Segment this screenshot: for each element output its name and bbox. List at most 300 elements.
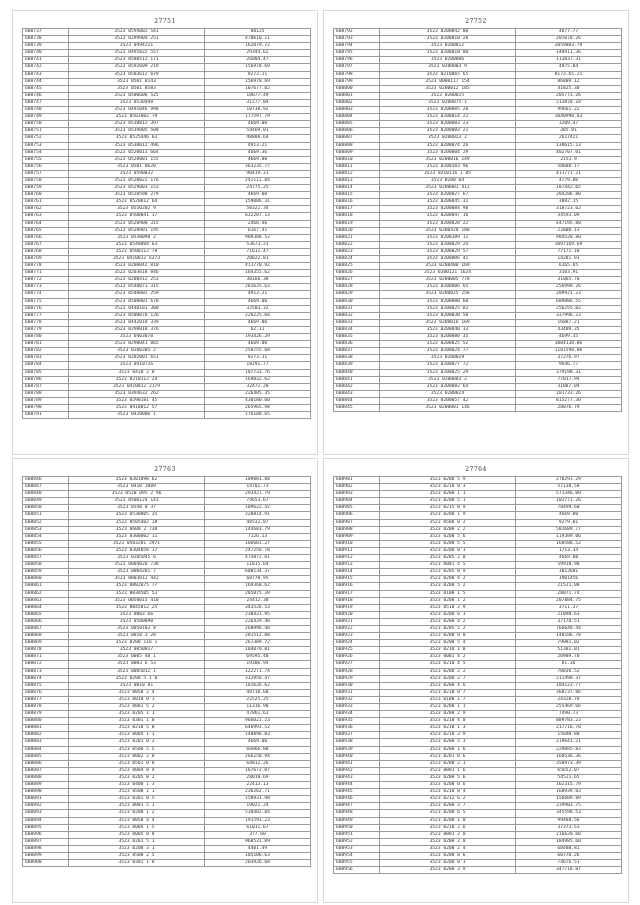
account-number-cell: 3523 0403078 <box>69 334 205 341</box>
amount-cell: 15690.80 <box>516 732 622 739</box>
account-number-cell: 3523 0520900 315 <box>69 220 205 227</box>
row-id-cell: 608915 <box>334 576 380 583</box>
table-row <box>23 711 311 718</box>
amount-cell: 402707.01 <box>516 149 622 156</box>
row-id-cell: 608885 <box>23 753 69 760</box>
account-number-cell: 3523 0200 4 6 <box>380 682 516 689</box>
row-id-cell: 608952 <box>334 838 380 845</box>
table-row <box>23 704 311 711</box>
row-id-cell: 608919 <box>334 604 380 611</box>
table-row <box>23 533 311 540</box>
amount-cell: 54521.65 <box>516 774 622 781</box>
table-row <box>334 29 622 36</box>
row-id-cell: 608934 <box>334 711 380 718</box>
amount-cell: 130615.13 <box>516 142 622 149</box>
row-id-cell: 608816 <box>334 199 380 206</box>
account-number-cell: 3523 0410012 6273 <box>69 256 205 263</box>
account-number-cell: 3523 0200074 26 <box>380 142 516 149</box>
account-number-cell: 3523 0520590 279 <box>69 192 205 199</box>
table-row <box>23 477 311 484</box>
account-number-cell: 3523 0528001 155 <box>69 156 205 163</box>
account-number-cell: 3523 0200042 80 <box>380 29 516 36</box>
amount-cell: 169360.62 <box>205 583 311 590</box>
row-id-cell: 608740 <box>23 50 69 57</box>
account-number-cell: 3523 0200 5 3 <box>380 739 516 746</box>
table-row <box>334 64 622 71</box>
table-row <box>23 362 311 369</box>
account-number-cell: 3523 0410012 2179 <box>69 383 205 390</box>
amount-cell: 4401.49 <box>205 845 311 852</box>
table-row <box>23 774 311 781</box>
amount-cell: 51301.01 <box>516 647 622 654</box>
amount-cell: 4669.00 <box>205 739 311 746</box>
table-row <box>23 256 311 263</box>
account-number-cell: 3523 0200 5 6 <box>380 533 516 540</box>
row-id-cell: 608927 <box>334 661 380 668</box>
account-number-cell: 3523 0501 0 0 <box>69 760 205 767</box>
table-row <box>23 590 311 597</box>
amount-cell: 156609.89 <box>516 796 622 803</box>
row-id-cell: 608806 <box>334 128 380 135</box>
table-row <box>334 263 622 270</box>
account-number-cell: 3523 0001 2 0 <box>380 831 516 838</box>
table-row <box>334 562 622 569</box>
row-id-cell: 608884 <box>23 746 69 753</box>
table-row <box>23 831 311 838</box>
row-id-cell: 608793 <box>334 36 380 43</box>
amount-cell: 101733.26 <box>516 390 622 397</box>
amount-cell: 59910.90 <box>516 562 622 569</box>
amount-cell: 191593.23 <box>205 817 311 824</box>
table-row <box>23 277 311 284</box>
row-id-cell: 608877 <box>23 696 69 703</box>
table-row <box>23 341 311 348</box>
amount-cell: 347718.07 <box>516 867 622 874</box>
table-row <box>334 782 622 789</box>
account-number-cell: 3523 0410 2 0 <box>69 369 205 376</box>
table-row <box>334 284 622 291</box>
row-id-cell: 608898 <box>23 845 69 852</box>
table-row <box>23 149 311 156</box>
table-row <box>334 404 622 411</box>
account-number-cell: 3523 0520012 64 <box>69 199 205 206</box>
account-number-cell: 3523 0210 0 4 <box>380 789 516 796</box>
table-row <box>23 760 311 767</box>
amount-cell: 909388.52 <box>205 234 311 241</box>
row-id-cell: 608758 <box>23 177 69 184</box>
amount-cell: 99488.56 <box>516 817 622 824</box>
page-number: 27763 <box>154 466 176 473</box>
account-number-cell: 3523 0200428 188 <box>380 227 516 234</box>
account-number-cell: 3523 0200109 12 <box>380 234 516 241</box>
account-number-cell: 3523 0210112 24 <box>69 376 205 383</box>
amount-cell: 216620.60 <box>516 831 622 838</box>
row-id-cell: 608926 <box>334 654 380 661</box>
row-id-cell: 608911 <box>334 547 380 554</box>
amount-cell: 58688.17 <box>516 163 622 170</box>
amount-cell: 37373.53 <box>516 824 622 831</box>
row-id-cell: 608786 <box>23 376 69 383</box>
account-number-cell: 3523 0200412 253 <box>69 277 205 284</box>
row-id-cell: 608909 <box>334 533 380 540</box>
amount-cell: 377.60 <box>205 831 311 838</box>
amount-cell: 24412.30 <box>205 597 311 604</box>
account-number-cell: 3523 0400 1 3 <box>69 782 205 789</box>
account-number-cell: 3523 0500112 78 <box>69 248 205 255</box>
row-id-cell: 608752 <box>23 135 69 142</box>
table-row <box>23 817 311 824</box>
amount-cell: 65652.07 <box>516 767 622 774</box>
table-row <box>23 810 311 817</box>
account-number-cell: 3523 0200016 169 <box>380 319 516 326</box>
account-number-cell: 3523 0500 2 5 <box>69 852 205 859</box>
account-number-cell: 3523 0200024 77 <box>380 348 516 355</box>
row-id-cell: 608845 <box>334 404 380 411</box>
row-id-cell: 608946 <box>334 796 380 803</box>
row-id-cell: 608834 <box>334 326 380 333</box>
account-number-cell: 3523 0200025 29 <box>380 369 516 376</box>
account-number-cell: 3523 0500606 525 <box>69 92 205 99</box>
ledger-table <box>22 476 311 867</box>
amount-cell: 30166.38 <box>205 277 311 284</box>
amount-cell: 148896.03 <box>205 732 311 739</box>
account-number-cell: 3523 0200 1 2 <box>69 810 205 817</box>
account-number-cell: 3523 0050015 410 <box>69 597 205 604</box>
account-number-cell: 3523 0200121 1624 <box>380 270 516 277</box>
account-number-cell: 3523 0201 0 5 <box>69 796 205 803</box>
amount-cell: 343526.53 <box>205 604 311 611</box>
table-row <box>23 50 311 57</box>
table-row <box>23 404 311 411</box>
row-id-cell: 608825 <box>334 263 380 270</box>
row-id-cell: 608912 <box>334 555 380 562</box>
table-row <box>23 625 311 632</box>
amount-cell: 71611.47 <box>205 248 311 255</box>
row-id-cell: 608910 <box>334 540 380 547</box>
table-row <box>23 668 311 675</box>
table-row <box>23 498 311 505</box>
row-id-cell: 608876 <box>23 689 69 696</box>
row-id-cell: 608838 <box>334 355 380 362</box>
row-id-cell: 608889 <box>23 782 69 789</box>
account-number-cell: 3523 0200 6 5 <box>380 810 516 817</box>
amount-cell: 1040990.83 <box>516 114 622 121</box>
row-id-cell: 608757 <box>23 170 69 177</box>
account-number-cell: 3523 0205 5 2 <box>380 625 516 632</box>
table-row <box>23 199 311 206</box>
row-id-cell: 608809 <box>334 149 380 156</box>
table-row <box>23 519 311 526</box>
amount-cell: 385.81 <box>516 128 622 135</box>
amount-cell: 58321.34 <box>205 206 311 213</box>
table-row <box>334 270 622 277</box>
ledger-table <box>333 28 622 412</box>
row-id-cell: 608784 <box>23 362 69 369</box>
row-id-cell: 608800 <box>334 85 380 92</box>
table-row <box>334 477 622 484</box>
table-row <box>334 746 622 753</box>
account-number-cell: 3523 0200003 9 <box>380 64 516 71</box>
amount-cell: 16887.21 <box>516 319 622 326</box>
account-number-cell: 3523 0500041 17 <box>69 213 205 220</box>
row-id-cell: 608948 <box>334 810 380 817</box>
table-row <box>23 319 311 326</box>
row-id-cell: 608870 <box>23 647 69 654</box>
amount-cell: 31087.04 <box>516 383 622 390</box>
table-row <box>334 711 622 718</box>
amount-cell: 4669.00 <box>205 341 311 348</box>
table-row <box>23 696 311 703</box>
table-row <box>23 540 311 547</box>
amount-cell: 14701.73 <box>205 484 311 491</box>
table-row <box>23 732 311 739</box>
row-id-cell: 608913 <box>334 562 380 569</box>
table-row <box>334 397 622 404</box>
account-number-cell: 3523 0215 0 9 <box>380 505 516 512</box>
table-row <box>23 661 311 668</box>
account-number-cell: 3523 0200 2 2 <box>380 526 516 533</box>
row-id-cell: 608943 <box>334 774 380 781</box>
table-row <box>334 43 622 50</box>
page-number: 27752 <box>465 18 487 25</box>
row-id-cell: 608931 <box>334 689 380 696</box>
amount-cell: 4669.00 <box>205 298 311 305</box>
table-row <box>334 319 622 326</box>
account-number-cell: 3523 0200 1 1 <box>380 704 516 711</box>
amount-cell: 119389.06 <box>516 533 622 540</box>
row-id-cell: 608850 <box>23 505 69 512</box>
account-number-cell: 3523 0001 5 2 <box>69 704 205 711</box>
account-number-cell: 3523 0205 2 0 <box>380 555 516 562</box>
account-number-cell: 3523 0301 1 0 <box>69 718 205 725</box>
table-row <box>334 654 622 661</box>
account-number-cell: 3523 0300002 11 <box>69 533 205 540</box>
account-number-cell: 3523 0505402 18 <box>69 519 205 526</box>
ledger-page <box>323 458 629 903</box>
amount-cell: 226429.48 <box>205 618 311 625</box>
amount-cell: 61011.67 <box>205 824 311 831</box>
account-number-cell: 3523 0200082 64 <box>380 383 516 390</box>
account-number-cell: 3523 0200 5 2 <box>380 583 516 590</box>
table-row <box>23 114 311 121</box>
account-number-cell: 3523 0200045 31 <box>380 199 516 206</box>
table-row <box>334 298 622 305</box>
amount-cell: 209921.23 <box>516 291 622 298</box>
account-number-cell: 3523 0290041 865 <box>69 341 205 348</box>
account-number-cell: 3523 0200075 1 <box>380 99 516 106</box>
account-number-cell: 3523 0200 5 5 <box>380 540 516 547</box>
row-id-cell: 608924 <box>334 640 380 647</box>
row-id-cell: 608894 <box>23 817 69 824</box>
row-id-cell: 608932 <box>334 696 380 703</box>
row-id-cell: 608920 <box>334 611 380 618</box>
amount-cell: 62.31 <box>205 326 311 333</box>
account-number-cell: 3523 0200 2 7 <box>380 675 516 682</box>
amount-cell: 122271.74 <box>205 668 311 675</box>
account-number-cell: 3523 0200 1 2 <box>380 597 516 604</box>
account-number-cell: 3523 0200012 <box>380 43 516 50</box>
row-id-cell: 608842 <box>334 383 380 390</box>
account-number-cell: 3523 0210 4 5 <box>380 661 516 668</box>
table-row <box>334 696 622 703</box>
account-number-cell: 3523 0100 1 5 <box>380 590 516 597</box>
account-number-cell: 3523 0200029 <box>380 355 516 362</box>
table-row <box>334 860 622 867</box>
account-number-cell: 3523 0530005 35 <box>69 512 205 519</box>
account-number-cell: 3523 0200029 57 <box>380 248 516 255</box>
account-number-cell: 3523 0510 2 9 <box>380 604 516 611</box>
amount-cell: 162315.79 <box>516 782 622 789</box>
amount-cell: 86809.12 <box>516 78 622 85</box>
amount-cell: 164355.62 <box>205 270 311 277</box>
account-number-cell: 3523 0001 1 6 <box>380 767 516 774</box>
amount-cell: 31065.70 <box>516 277 622 284</box>
table-row <box>23 852 311 859</box>
account-number-cell: 3523 0594002 541 <box>69 29 205 36</box>
row-id-cell: 608914 <box>334 569 380 576</box>
table-row <box>23 263 311 270</box>
amount-cell: 2153.9 <box>516 156 622 163</box>
table-row <box>23 739 311 746</box>
amount-cell: 104123.77 <box>516 682 622 689</box>
amount-cell: 337996.23 <box>516 312 622 319</box>
table-row <box>23 36 311 43</box>
account-number-cell: 3523 0050 4 4 <box>69 817 205 824</box>
row-id-cell: 608749 <box>23 114 69 121</box>
table-row <box>334 618 622 625</box>
row-id-cell: 608743 <box>23 71 69 78</box>
amount-cell: 267309.72 <box>205 640 311 647</box>
table-row <box>334 36 622 43</box>
row-id-cell: 608868 <box>23 633 69 640</box>
account-number-cell: 3523 0010 81 <box>69 682 205 689</box>
amount-cell: 10730.92 <box>205 107 311 114</box>
account-number-cell: 3523 0200006 <box>380 57 516 64</box>
row-id-cell: 608798 <box>334 71 380 78</box>
account-number-cell: 3523 0200 1 9 <box>380 512 516 519</box>
row-id-cell: 608770 <box>23 263 69 270</box>
amount-cell: 1004138.86 <box>516 341 622 348</box>
account-number-cell: 3523 0200024 <box>380 390 516 397</box>
account-number-cell: 3523 0304058 17 <box>69 547 205 554</box>
row-id-cell: 608827 <box>334 277 380 284</box>
table-row <box>334 206 622 213</box>
account-number-cell: 3523 0200 1 0 <box>380 817 516 824</box>
account-number-cell: 3523 0045012 25 <box>69 604 205 611</box>
amount-cell: 475872.61 <box>205 555 311 562</box>
table-row <box>23 57 311 64</box>
table-row <box>23 29 311 36</box>
row-id-cell: 608849 <box>23 498 69 505</box>
row-id-cell: 608812 <box>334 170 380 177</box>
table-row <box>334 248 622 255</box>
table-row <box>23 689 311 696</box>
table-row <box>334 85 622 92</box>
account-number-cell: 3523 0200003 23 <box>380 121 516 128</box>
table-row <box>334 334 622 341</box>
table-row <box>23 746 311 753</box>
table-row <box>334 234 622 241</box>
table-row <box>23 753 311 760</box>
table-row <box>334 71 622 78</box>
account-number-cell: 3523 0200004 29 <box>380 149 516 156</box>
amount-cell: 40808.64 <box>205 135 311 142</box>
table-row <box>334 661 622 668</box>
table-row <box>334 810 622 817</box>
row-id-cell: 608903 <box>334 491 380 498</box>
amount-cell: 230421.95 <box>205 611 311 618</box>
amount-cell: 3103.91 <box>516 270 622 277</box>
account-number-cell: 3523 0200086 65 <box>380 284 516 291</box>
amount-cell: 501689.77 <box>516 526 622 533</box>
amount-cell: 37276.97 <box>516 355 622 362</box>
amount-cell: 168588.52 <box>516 540 622 547</box>
account-number-cell: 3523 0005 48 1 <box>69 654 205 661</box>
amount-cell: 889783.23 <box>516 718 622 725</box>
account-number-cell: 3523 0200015 <box>380 92 516 99</box>
amount-cell: 14281.93 <box>516 256 622 263</box>
amount-cell: 169032.62 <box>205 376 311 383</box>
table-row <box>23 241 311 248</box>
account-number-cell: 3523 0520 095 2 96 <box>69 491 205 498</box>
table-row <box>334 803 622 810</box>
amount-cell: 20989.70 <box>516 654 622 661</box>
row-id-cell: 608950 <box>334 824 380 831</box>
table-row <box>23 611 311 618</box>
table-row <box>23 206 311 213</box>
page-number: 27764 <box>465 466 487 473</box>
table-row <box>23 547 311 554</box>
row-id-cell: 608871 <box>23 654 69 661</box>
table-row <box>334 852 622 859</box>
amount-cell: 4669.00 <box>205 156 311 163</box>
row-id-cell: 608824 <box>334 256 380 263</box>
amount-cell: 3711.37 <box>516 604 622 611</box>
table-row <box>23 583 311 590</box>
row-id-cell: 608828 <box>334 284 380 291</box>
row-id-cell: 608755 <box>23 156 69 163</box>
row-id-cell: 608802 <box>334 99 380 106</box>
account-number-cell: 3523 0539005 500 <box>69 128 205 135</box>
account-number-cell: 3523 0592609 219 <box>69 64 205 71</box>
row-id-cell: 608745 <box>23 85 69 92</box>
account-number-cell: 3523 0200 5 1 <box>380 498 516 505</box>
table-row <box>334 277 622 284</box>
table-row <box>23 71 311 78</box>
amount-cell: 26004.47 <box>205 57 311 64</box>
table-row <box>23 675 311 682</box>
table-row <box>334 185 622 192</box>
account-number-cell: 3523 0005012 1 <box>69 668 205 675</box>
row-id-cell: 608887 <box>23 767 69 774</box>
amount-cell: 815277.30 <box>516 397 622 404</box>
account-number-cell: 3523 0500 0 2 <box>380 519 516 526</box>
amount-cell: 49718.60 <box>205 689 311 696</box>
amount-cell: 69595.40 <box>205 654 311 661</box>
row-id-cell: 608790 <box>23 404 69 411</box>
table-row <box>334 312 622 319</box>
account-number-cell: 3523 0200 3 7 <box>380 803 516 810</box>
row-id-cell: 608753 <box>23 142 69 149</box>
amount-cell: 3209.47 <box>516 121 622 128</box>
table-row <box>334 107 622 114</box>
row-id-cell: 608818 <box>334 213 380 220</box>
account-number-cell: 3523 0200028 22 <box>380 220 516 227</box>
account-number-cell: 3523 0200 0 1 <box>380 547 516 554</box>
amount-cell: 646993.52 <box>205 725 311 732</box>
amount-cell: 207070.26 <box>516 36 622 43</box>
amount-cell: 79081.02 <box>516 640 622 647</box>
